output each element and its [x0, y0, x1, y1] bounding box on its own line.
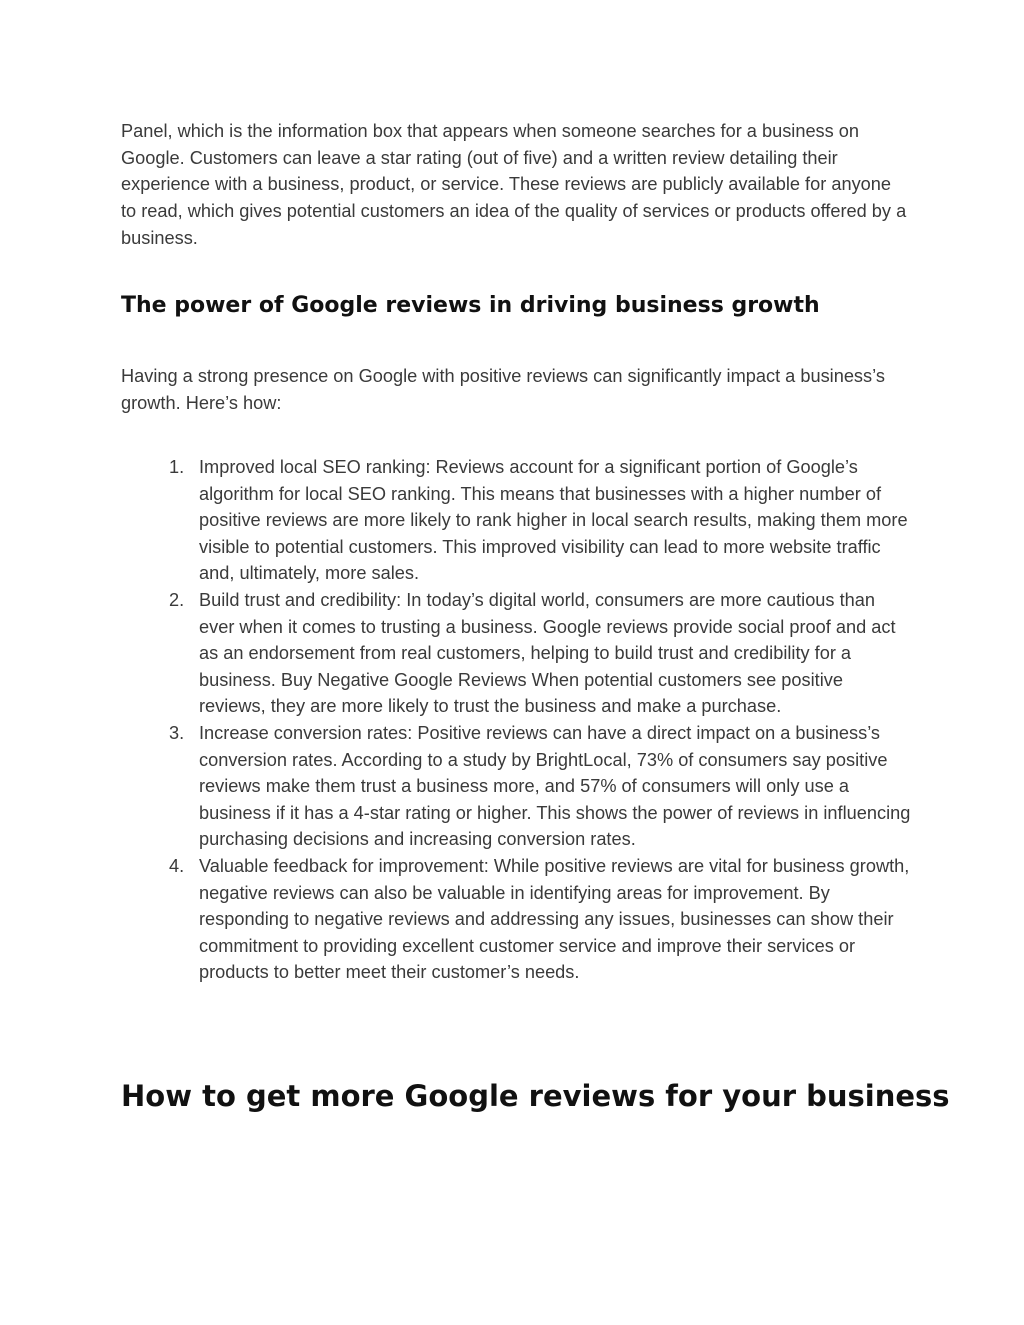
section-heading: The power of Google reviews in driving business growth: [121, 293, 820, 318]
list-item: [166, 720, 911, 853]
list-item: [166, 853, 911, 986]
benefits-list: [166, 454, 911, 986]
list-item-text: Build trust and credibility: In today’s digital world, consumers are more cautious than ever when it comes to trusting a business. Google reviews provide social proof and act as an endorsement from real customers, helping to build trust and credibility for a business. Buy Negative Google Reviews When potential customers see positive reviews, they are more likely to trust the business and make a purchase.: [199, 589, 896, 717]
next-section-heading: How to get more Google reviews for your business: [121, 1079, 950, 1113]
list-item-text: Improved local SEO ranking: Reviews account for a significant portion of Google’s algorithm for local SEO ranking. This means that businesses with a higher number of positive reviews are more likely to rank higher in local search results, making them more visible to potential customers. This improved visibility can lead to more website traffic and, ultimately, more sales.: [199, 457, 908, 584]
intro-paragraph: Panel, which is the information box that appears when someone searches for a business on Google. Customers can leave a star rating (out of five) and a written review detailing their experience with a business, product, or service. These reviews are publicly available for anyone to read, which gives potential customers an idea of the quality of services or products offered by a business.: [121, 121, 907, 248]
lead-paragraph: Having a strong presence on Google with positive reviews can significantly impact a business’s growth. Here’s how:: [121, 366, 885, 413]
list-item-text: Increase conversion rates: Positive reviews can have a direct impact on a business’s conversion rates. According to a study by BrightLocal, 73% of consumers say positive reviews make them trust a business more, and 57% of consumers will only use a business if it has a 4-star rating or higher. This shows the power of reviews in influencing purchasing decisions and increasing conversion rates.: [199, 722, 911, 850]
list-item-number: 4.: [169, 855, 185, 876]
list-item-text: Valuable feedback for improvement: While positive reviews are vital for business growth, negative reviews can also be valuable in identifying areas for improvement. By responding to negative reviews and addressing any issues, businesses can show their commitment to providing excellent customer service and improve their services or products to better meet their customer’s needs.: [199, 855, 910, 983]
list-item-number: 2.: [169, 589, 185, 610]
list-item: [166, 454, 911, 587]
list-item-number: 3.: [169, 722, 185, 743]
list-item-number: 1.: [169, 457, 185, 477]
list-item: [166, 587, 911, 720]
